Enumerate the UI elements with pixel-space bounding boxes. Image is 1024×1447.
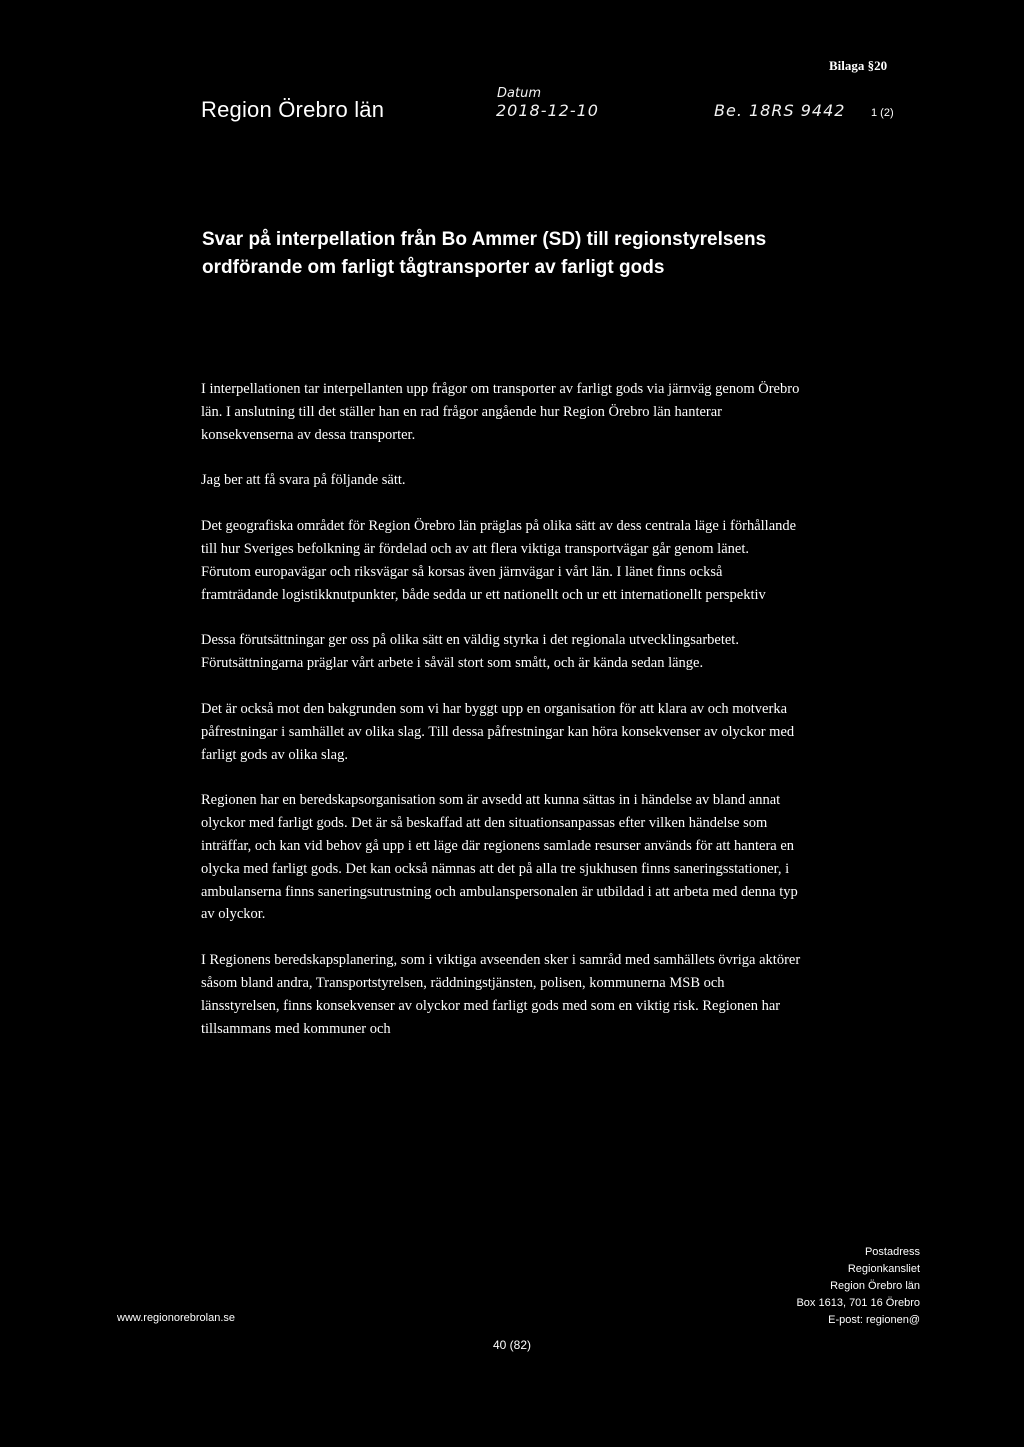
postal-line: Regionkansliet [847, 1263, 920, 1275]
paragraph: Jag ber att få svara på följande sätt. [201, 472, 406, 489]
paragraph: I Regionens beredskapsplanering, som i viktiga avseenden sker i samråd med samhällets övriga aktörer såsom bland andra, Transportstyrelsen, räddningstjänsten, polisen, kommunerna MSB och länsstyrelsen, finns konsekvenser av olyckor med farligt gods med som en viktig risk. Regionen har tillsammans med kommuner och [201, 952, 801, 1037]
paragraph: I interpellationen tar interpellanten upp frågor om transporter av farligt gods via järnväg genom Örebro län. I anslutning till det ställer han en rad frågor angående hur Region Örebro län hanterar konsekvenserna av dessa transporter. [201, 381, 800, 443]
postal-label: Postadress [864, 1246, 920, 1258]
document-body [201, 378, 801, 1063]
postal-line: Region Örebro län [830, 1280, 920, 1292]
handwritten-datum-label: Datum [497, 86, 541, 101]
page-number: 1 (2) [871, 107, 894, 119]
handwritten-date: 2018-12-10 [496, 101, 599, 120]
page-count: 40 (82) [492, 1338, 532, 1352]
paragraph: Regionen har en beredskapsorganisation som är avsedd att kunna sättas in i händelse av bland annat olyckor med farligt gods. Det är så beskaffad att den situationsanpassas efter vilken händelse som inträffar, och kan vid behov gå upp i ett läge där regionens samlade resurser används för att hantera en olycka med farligt gods. Det kan också nämnas att det på alla tre sjukhusen finns saneringsstationer, i ambulanserna finns saneringsutrustning och ambulanspersonalen är utbildad i att arbeta med denna typ av olyckor. [201, 792, 798, 923]
document-title: Svar på interpellation från Bo Ammer (SD) till regionstyrelsens ordförande om farligt tågtransporter av farligt gods [202, 229, 767, 278]
organization-name: Region Örebro län [201, 97, 385, 122]
footer-postal-address [700, 1244, 920, 1329]
handwritten-case-number: Be. 18RS 9442 [714, 101, 846, 120]
paragraph: Dessa förutsättningar ger oss på olika sätt en väldig styrka i det regionala utvecklingsarbetet. Förutsättningarna präglar vårt arbete i såväl stort som smått, och är kända sedan länge. [201, 632, 739, 672]
postal-line: Box 1613, 701 16 Örebro [796, 1297, 920, 1309]
attachment-label: Bilaga §20 [829, 58, 888, 73]
paragraph: Det geografiska området för Region Örebro län präglas på olika sätt av dess centrala läge i förhållande till hur Sveriges befolkning är fördelad och av att flera viktiga transportvägar går genom länet. Förutom europavägar och riksvägar så korsas även järnvägar i vårt län. I länet finns också framträdande logistikknutpunkter, både sedda ur ett nationellt och ur ett internationellt perspektiv [201, 518, 797, 603]
footer-email: E-post: regionen@ [828, 1314, 920, 1326]
paragraph: Det är också mot den bakgrunden som vi har byggt upp en organisation för att klara av och motverka påfrestningar i samhället av olika slag. Till dessa påfrestningar kan höra konsekvenser av olyckor med farligt gods av olika slag. [201, 700, 795, 763]
footer-website: www.regionorebrolan.se [117, 1312, 236, 1324]
